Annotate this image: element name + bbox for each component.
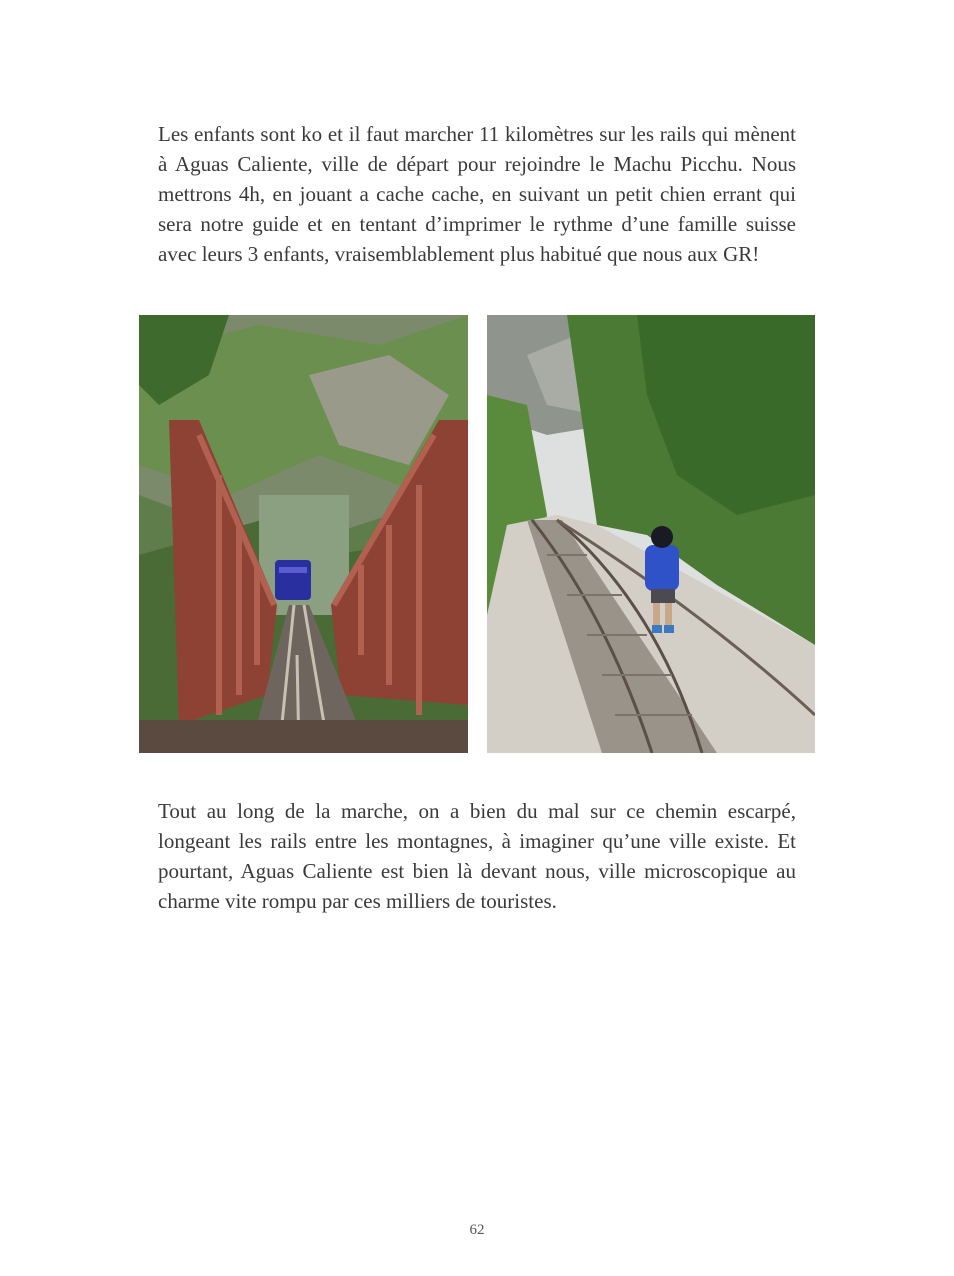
photo-child-on-tracks (487, 315, 815, 753)
photo-railway-bridge-train (139, 315, 468, 753)
page-number: 62 (469, 1222, 485, 1238)
paragraph-1: Les enfants sont ko et il faut marcher 11 kilomètres sur les rails qui mènent à Aguas Caliente, ville de départ pour rejoindre le Machu Picchu. Nous mettrons 4h, en jouant a cache cache, en suivant un petit chien errant qui sera notre guide et en tentant d’imprimer le rythme d’une famille suisse avec leurs 3 enfants, vraisemblablement plus habitué que nous aux GR! (158, 122, 796, 266)
paragraph-2: Tout au long de la marche, on a bien du mal sur ce chemin escarpé, longeant les rails entre les montagnes, à imaginer qu’une ville existe. Et pourtant, Aguas Caliente est bien là devant nous, ville microscopique au charme vite rompu par ces milliers de touristes. (158, 799, 796, 913)
